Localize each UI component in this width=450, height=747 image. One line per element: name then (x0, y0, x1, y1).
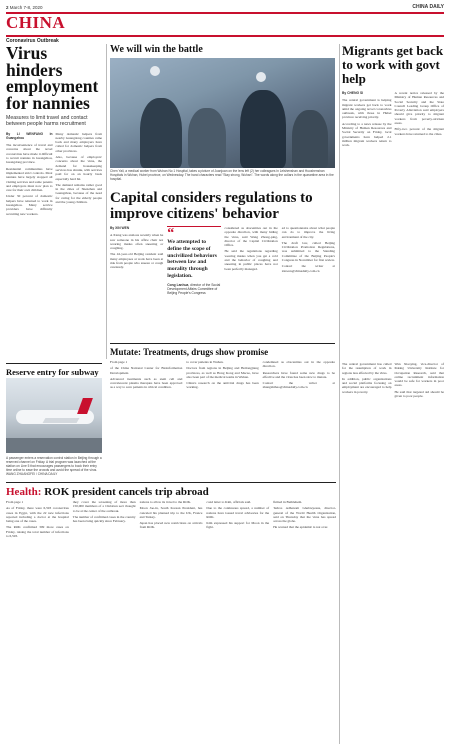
paragraph: He said that targeted aid should be given to poor people. (394, 389, 444, 399)
reserve-headline[interactable]: Reserve entry for subway (6, 363, 102, 377)
quote-text: We attempted to define the scope of uncivilized behaviors between law and morality through legislation. (167, 239, 217, 279)
quote-author-title: director of the Social Development Affairs Committee of Beijing People's Congress (167, 282, 221, 296)
migrants-column-2 (395, 91, 445, 150)
capital-byline: By XIN WEN (110, 226, 130, 230)
paragraph: of the China National Center for Bioinformation Development. (110, 366, 183, 375)
virus-column-1 (6, 132, 53, 218)
paragraph: The inconvenience of travel and concerns about the novel coronavirus have made it difficult to recruit nannies in Guangzhou, Guangdong province. (6, 143, 53, 165)
contact-line: Contact the writer at zhangzhihao@chinadaily.com.cn (262, 381, 335, 390)
subway-photo[interactable] (6, 378, 102, 453)
migrants-headline[interactable]: Migrants get back to work with govt help (342, 43, 444, 86)
subway-caption: A passenger enters a reservation control station in Beijing through a reserved channel on Friday. A trial program was launched at the station on Line 5 that encourages passengers to book their entry time online to ease the crowds and avoid the spread of the virus. WANG ZHUANGFEI / CHINA DAILY (6, 456, 102, 476)
photo-caption: Chen Yali, a medical worker from Wuhan No 1 Hospital, takes a picture of Juanjuan on the lens left (2) her colleagues in Leishenshan and Huoshenshan Hospitals in Wuhan, Hubei province, on Wednesday. The hand characters read "Stay strong, Wuhan". The words along the collars in the quarantine area in the hospital. (110, 169, 334, 181)
migrants-story (342, 44, 444, 150)
column-divider (339, 44, 340, 744)
jump-label: From page 1 (6, 500, 24, 504)
capital-story (110, 190, 335, 295)
paragraph: China's research on the antiviral drugs has been working. (186, 381, 259, 390)
page-date: March 7-8, 2020 (9, 4, 43, 10)
paragraph: Also, because of employers' concerns about the virus, the demand for housekeeping services has shrunk, with services paid for on an hourly basis especially hard hit. (55, 155, 102, 181)
paragraph: Residential communities have implemented strict controls. Most nannies have largely stopped all visiting services and some parents and employers must now plan to care for their own children. (6, 166, 53, 193)
migrants-continued (342, 362, 444, 400)
health-column-2 (73, 500, 136, 540)
paragraph: The demand remains rather good in the cities of Shenzhen and Guangzhou, because of the need for caring for the elderly people and the young children. (55, 182, 102, 205)
virus-story (6, 45, 102, 218)
migrants-column-3 (342, 362, 392, 400)
section-rule (6, 35, 444, 37)
health-title-text: ROK president cancels trip abroad (44, 486, 209, 498)
figure-shape (292, 110, 328, 168)
capital-column-4 (282, 226, 335, 295)
paragraph: cond letter to Kim, officials said. (206, 500, 252, 504)
paragraph: to cover patients in Wuhan. (186, 360, 224, 364)
mutate-column-3 (263, 360, 335, 392)
subsection-title: Coronavirus Outbreak (6, 38, 59, 44)
quote-mark-icon: “ (167, 226, 175, 241)
paragraph: ed to questionnaire about what people can do to improve the living environment of the city. (281, 226, 335, 239)
capital-column-3 (225, 226, 278, 295)
jump-label: From page 1 (110, 360, 128, 364)
quote-attribution: Cong Lanhua, director of the Social Development Affairs Committee of Beijing People's Congress (167, 282, 221, 296)
migrants-column-4 (395, 362, 445, 400)
mutate-column-1 (110, 360, 182, 392)
health-story (6, 500, 336, 540)
paragraph: A Xiang was anxious recently when he saw someone in his office chair not wearing masks often sneezing or coughing. (110, 233, 164, 251)
quote-author: Cong Lanhua (167, 282, 189, 287)
paragraph: The central government is helping migrant workers get back to work amid the ongoing novel coronavirus outbreak, with those in Hubei province receiving priority. (342, 98, 392, 120)
paragraph: The ROK confirmed 309 more cases on Friday, raising the total number of infections to 6,593. (6, 525, 69, 539)
paragraph: Kim expressed his support for Moon in the fight. (206, 521, 270, 530)
figure-shape (188, 108, 226, 168)
paragraph: As of Friday, there were 6,593 coronavirus cases in Egypt, with the 22 new infections reported including a doctor at the hospital being one of the cases. (6, 506, 69, 524)
paragraph: zations to allow its travel to the ROK. (139, 500, 192, 504)
health-label: Health: (6, 486, 42, 498)
health-headline[interactable] (6, 482, 336, 498)
helmet-shape (256, 72, 266, 82)
paragraph: The central government has called for the resumption of work in regions less affected by the virus. (342, 362, 392, 375)
paragraph: Tedros Adhanom Ghebreyesus, director-general of the World Health Organization, said on Thursday that the virus has spread across the globe. (273, 506, 336, 524)
virus-column-2 (56, 132, 103, 218)
mutate-story (110, 360, 335, 392)
platform-shape (43, 418, 80, 423)
mutate-headline[interactable]: Mutate: Treatments, drugs show promise (110, 343, 335, 357)
figure-shape (240, 90, 286, 168)
figure-shape (140, 98, 182, 168)
pull-quote (167, 226, 220, 295)
paragraph: The draft law, called Beijing Civilization Promotion Regulations, was submitted to the Standing Committee of the Beijing People's Congress in November for first review. (281, 240, 335, 263)
paragraph: The number of confirmed cases in the country has been rising quickly since February. (72, 514, 136, 524)
paragraph: Researchers have found some new drugs to be effective and the virus has been slow to mutate. (262, 370, 335, 379)
header-rule (6, 12, 444, 14)
virus-byline: By LI WENFANG in Guangzhou (6, 131, 53, 140)
paragraph: Japan has placed new restrictions on arrivals from ROK. (139, 521, 203, 530)
paragraph: Many domestic helpers from nearby Guangdong counties came back and many employers have called for domestic helpers from other provinces. (55, 131, 102, 153)
migrants-column-1 (342, 91, 392, 150)
paragraph: In addition, public organizations and social platforms focusing on employment are encouraged to help workers in poverty. (342, 376, 392, 394)
virus-headline[interactable]: Virus hinders employment for nannies (6, 43, 99, 113)
column-divider (106, 44, 107, 359)
contact-line: Contact the writer at xinwen@chinadaily.com.cn (281, 264, 335, 273)
paragraph: Moon Jae-in, South Korean President, has canceled his planned trip to the UK, France and Turkey. (139, 506, 203, 519)
paragraph: He said the regulations regarding wearing masks when you get a cold and the behavior of coughing and sneezing in public places have not been perfectly managed. (224, 249, 278, 271)
paragraph: The 42-year-old Beijing resident said many employees at work have been at risk from people who sneeze or cough carelessly. (110, 252, 164, 270)
capital-column-1 (110, 226, 163, 295)
page-header (6, 2, 444, 12)
health-column-5 (273, 500, 336, 540)
paragraph: Fifty-two percent of the migrant workers have returned to the cities. (394, 127, 444, 136)
paragraph: Wan Xiaoying, vice-director of Peking University Institute for Occupation Research, said that online recruitment information would be safe for workers in poor areas. (394, 362, 444, 388)
section-title: CHINA (6, 13, 66, 32)
health-column-1 (6, 500, 69, 540)
paragraph: According to a news release by the Ministry of Human Resources and Social Security on Friday, local governments have helped 2.1 million migrant workers return to work. (342, 121, 392, 148)
helmet-shape (150, 66, 160, 76)
paragraph: considered as obscenities out in the opposite direction, with many hiding the virus, said Wang Zhong-ping, director of the Capital Civilization Office. (224, 226, 278, 248)
paragraph: Due to the continuous spread, a number of nations have issued travel advisories for the ROK. (206, 506, 270, 519)
paragraph: He warned that the epidemic is not over. (273, 525, 328, 530)
mutate-column-2 (186, 360, 258, 392)
paragraph: condemned as obscenities out in the opposite direction. (262, 360, 335, 369)
paragraph: Advanced treatments such as stem cell and convalescent plasma therapies have been approved as a way to save patients in critical condition. (110, 376, 183, 390)
newspaper-brand: CHINA DAILY (412, 4, 444, 10)
paragraph: Under 30 percent of domestic helpers have returned to work in Guangzhou. Many service providers have difficulty recruiting new workers. (6, 194, 53, 216)
page-number: 2 (6, 4, 9, 10)
paragraph: they cover the screening of more than 150,000 members of a Christian sect thought to be at the center of the outbreak. (72, 500, 136, 513)
paragraph: Doctors from regions in Beijing and Heilongjiang provinces, as well as Hong Kong and Macao, have also been part of the medical teams in Wuhan. (186, 366, 259, 379)
floor-shape (6, 438, 102, 453)
paragraph: A recent notice released by the Ministry of Human Resources and Social Security and the State Council Leading Group Office of Poverty Alleviation said employers should give priority to migrant workers from poverty-stricken areas. (394, 91, 444, 126)
health-column-3 (140, 500, 203, 540)
photo-story-title[interactable]: We will win the battle (110, 44, 203, 55)
capital-headline[interactable]: Capital considers regulations to improve citizens' behavior (110, 190, 313, 222)
medical-workers-photo[interactable] (110, 58, 335, 168)
virus-deck: Measures to limit travel and contact between people harms recruitment (6, 115, 88, 128)
paragraph: firmed in Bethlehem. (273, 500, 303, 504)
migrants-byline: By CHENG SI (342, 91, 364, 95)
health-column-4 (206, 500, 269, 540)
